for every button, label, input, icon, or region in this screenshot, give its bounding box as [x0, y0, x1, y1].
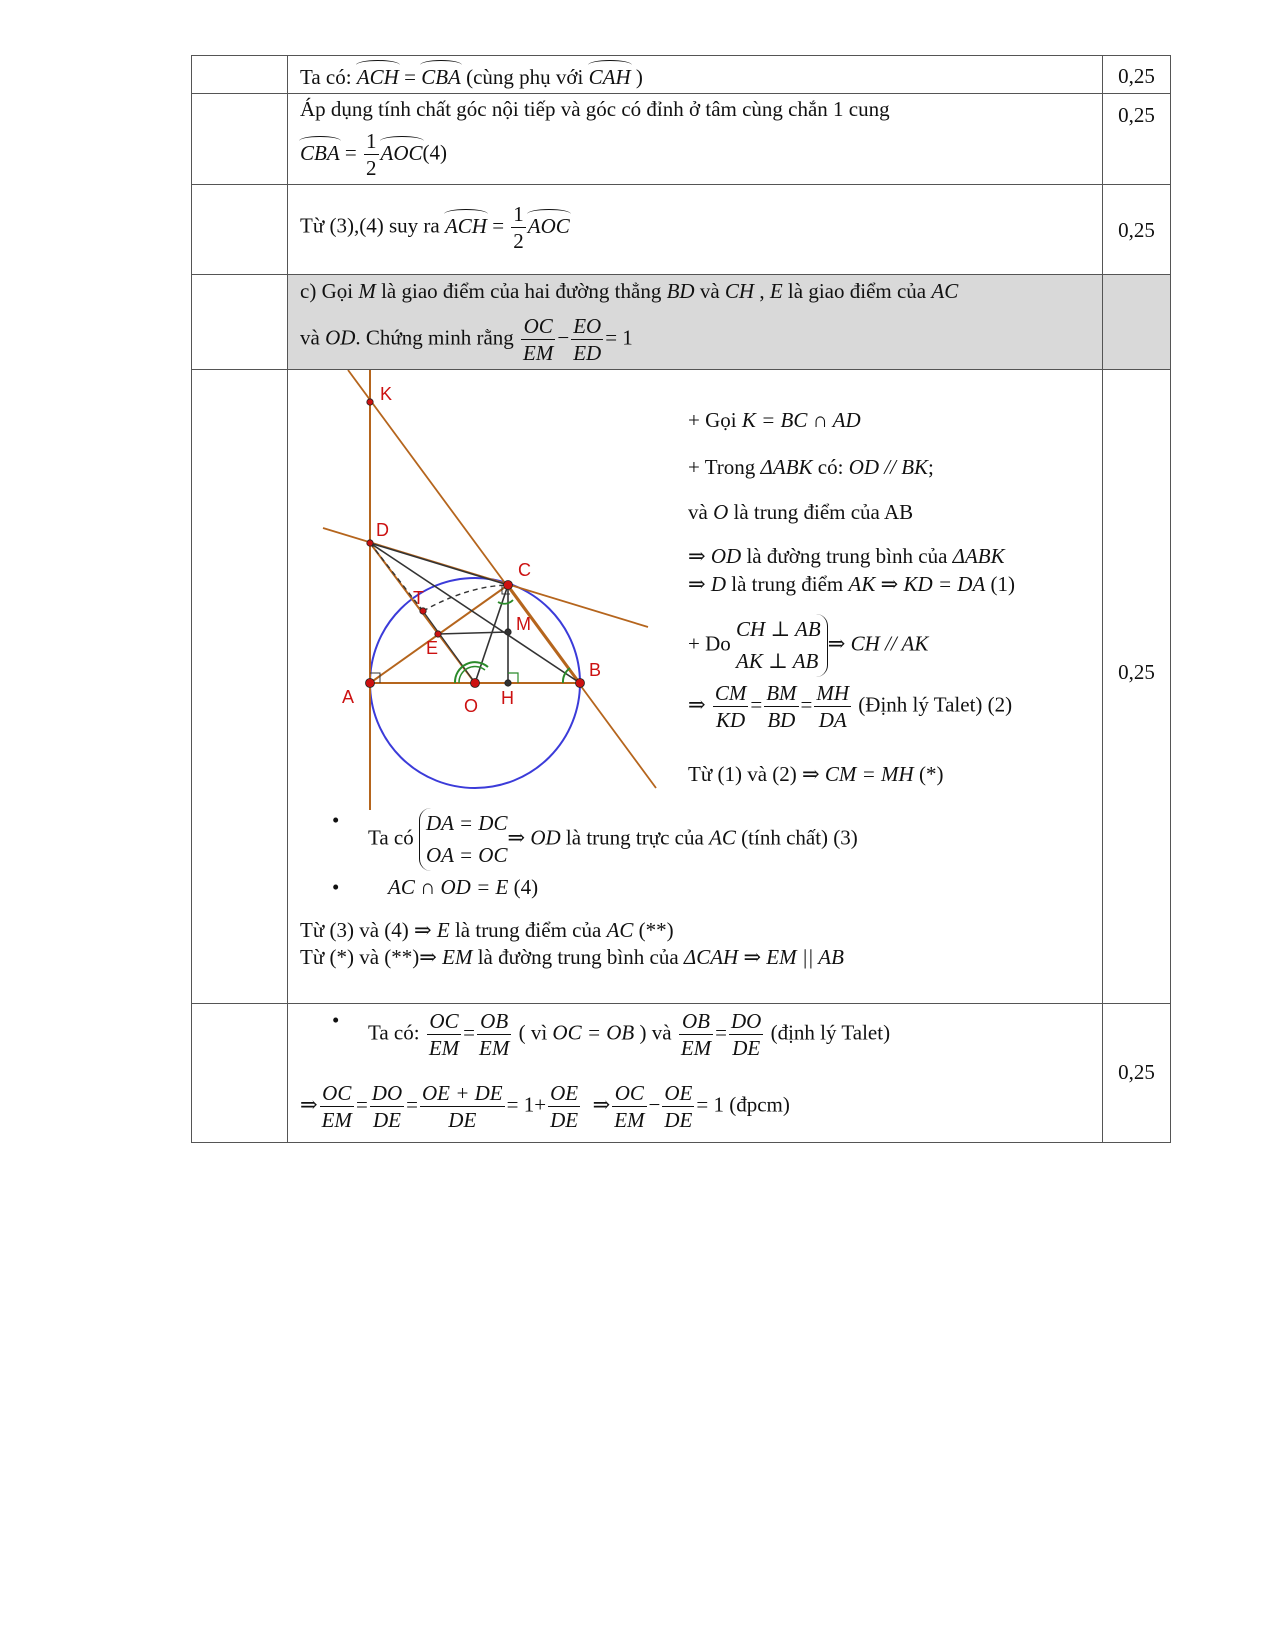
row4-empty-cell: [192, 275, 288, 370]
proof-l2a: + Trong: [688, 455, 761, 479]
final-j: = 1: [696, 1092, 724, 1117]
final-f3-num: OB: [679, 1008, 713, 1035]
row3-mid: suy ra: [383, 213, 445, 238]
row3-eq: =: [486, 213, 510, 238]
row6-score: 0,25: [1118, 1060, 1155, 1084]
row3-refs: (3),(4): [329, 213, 384, 238]
proof-l9e: (**): [633, 918, 674, 942]
talet-f2-den: BD: [767, 708, 796, 733]
final-content: Ta có: $\frac{OC}{EM}$ = $\frac{OB}{EM}$ ( vì OC = OB ) và $\frac{OB}{EM}$ = $\frac{DO}{DE}$ (định lý Talet) ⇒ $\frac{OC}{EM}$ = $\frac{DO}{DE}$ = $\frac{OE + DE}{DE}$ = 1+ $\frac{OE}{DE}$ ⇒ $\frac{OC}{EM}$ − $\frac{OE}{DE}$ = 1 (đpcm): [288, 1004, 1103, 1143]
proof-l4c: là đường trung bình của: [741, 544, 953, 568]
row3-prefix: Từ: [300, 213, 330, 238]
proof-b1e: là trung trực của: [560, 825, 710, 850]
segment-co: [475, 585, 508, 683]
proof-l9d: AC: [606, 918, 634, 942]
goal-eq1: = 1: [605, 325, 633, 350]
row1-score-cell: [1103, 56, 1171, 94]
final-d: ) và: [634, 1020, 677, 1045]
var-bd: BD: [666, 279, 695, 303]
var-od: OD: [325, 325, 356, 350]
final-c: OC = OB: [552, 1020, 635, 1045]
label-b: B: [589, 660, 602, 680]
talet-f3-den: DA: [818, 708, 847, 733]
goal-frac2-num: EO: [571, 313, 603, 340]
proof-l8b: ⇒ CM = MH: [802, 762, 914, 786]
segment-em: [438, 632, 508, 634]
final-g3-den: DE: [448, 1108, 477, 1133]
proof-b1b: DA = DC: [426, 811, 508, 835]
proof-l6d: ⇒ CH // AK: [827, 631, 929, 656]
final-f2-den: EM: [479, 1036, 510, 1061]
proof-l9a: Từ (3) và (4): [300, 918, 415, 942]
part-c-t4: là giao điểm của: [782, 279, 932, 303]
part-c-label: c) Gọi: [300, 279, 359, 303]
angle-cah: CAH: [588, 65, 631, 89]
part-c-t2: và: [694, 279, 725, 303]
row1-end: ): [630, 65, 643, 89]
final-i: ⇒: [592, 1092, 611, 1117]
proof-l4a: ⇒: [688, 544, 711, 568]
final-k: (đpcm): [723, 1092, 790, 1117]
angle-ach: ACH: [356, 65, 399, 89]
angle-aoc: AOC: [380, 140, 423, 165]
part-c-t5: và: [300, 325, 326, 350]
frac-half-den: 2: [366, 156, 377, 181]
label-e: E: [426, 638, 439, 658]
proof-l5a: ⇒: [688, 572, 711, 596]
label-a: A: [342, 687, 355, 707]
goal-frac1-den: EM: [523, 341, 554, 366]
talet-f2-num: BM: [764, 680, 798, 707]
label-t: T: [413, 588, 424, 608]
part-c-t1: là giao điểm của hai đường thẳng: [375, 279, 667, 303]
final-f4-den: DE: [732, 1036, 761, 1061]
final-g1-den: EM: [321, 1108, 352, 1133]
final-g6-den: DE: [664, 1108, 693, 1133]
proof-l10d: ΔCAH ⇒ EM || AB: [683, 945, 844, 969]
proof-l9b: ⇒ E: [414, 918, 450, 942]
final-g2-num: DO: [370, 1080, 404, 1107]
final-g1-num: OC: [320, 1080, 354, 1107]
proof-l10b: ⇒ EM: [419, 945, 473, 969]
final-f1-den: EM: [428, 1036, 460, 1061]
goal-frac2-den: ED: [573, 341, 602, 366]
proof-l2c: có:: [812, 455, 849, 479]
angle-cba: CBA: [421, 65, 461, 89]
proof-l1b: K = BC ∩ AD: [741, 408, 861, 432]
proof-l8a: Từ (1) và (2): [688, 762, 803, 786]
point-h: [505, 680, 511, 686]
proof-l5c: là trung điểm: [726, 572, 849, 596]
angle-arc-c: [498, 600, 513, 604]
row3-empty-cell: [192, 185, 288, 275]
final-f4-num: DO: [729, 1008, 763, 1035]
goal-minus: −: [557, 325, 570, 350]
row3-score-cell: [1103, 185, 1171, 275]
proof-l3b: O: [713, 500, 729, 524]
angle-cba-2: CBA: [300, 140, 340, 165]
proof-l4b: OD: [710, 544, 742, 568]
row2-content: [288, 94, 1103, 185]
row6-score-cell: [1103, 1004, 1171, 1143]
line-kb: [348, 370, 656, 788]
final-h: = 1+: [506, 1092, 547, 1117]
point-b: [576, 679, 585, 688]
proof-l1a: + Gọi: [688, 408, 742, 432]
proof-l2b: ΔABK: [760, 455, 813, 479]
point-k: [367, 399, 373, 405]
var-m: M: [358, 279, 376, 303]
row1-prefix: Ta có:: [300, 65, 357, 89]
label-o: O: [464, 696, 479, 716]
part-c-t6: . Chứng minh rằng: [355, 325, 520, 350]
final-a: Ta có:: [368, 1020, 425, 1045]
point-o: [471, 679, 480, 688]
proof-l7a: ⇒: [688, 692, 711, 717]
proof-l9c: là trung điểm của: [449, 918, 607, 942]
final-f3-den: EM: [680, 1036, 712, 1061]
proof-l7b: (Định lý Talet) (2): [853, 692, 1013, 717]
row6-empty-cell: [192, 1004, 288, 1143]
final-g3-num: OE + DE: [420, 1080, 505, 1107]
proof-l10a: Từ (*) và (**): [300, 945, 420, 969]
row2-text: Áp dụng tính chất góc nội tiếp và góc có đỉnh ở tâm cùng chắn 1 cung: [300, 97, 890, 121]
proof-b1c: OA = OC: [426, 842, 508, 867]
row4-score-cell: [1103, 275, 1171, 370]
row2-score-cell: [1103, 94, 1171, 185]
proof-l3a: và: [688, 500, 714, 524]
angle-aoc-3: AOC: [527, 213, 570, 238]
row2-score: 0,25: [1118, 103, 1155, 127]
row3-half-den: 2: [513, 229, 524, 254]
proof-l2-semicolon: ;: [928, 455, 934, 479]
proof-b1f: AC: [709, 825, 736, 850]
point-d: [367, 540, 373, 546]
row1-mid: (cùng phụ với: [466, 65, 589, 89]
segment-dc: [370, 543, 508, 585]
proof-l5e: (1): [985, 572, 1016, 596]
final-b: ( vì: [513, 1020, 553, 1045]
talet-f3-num: MH: [814, 680, 851, 707]
final-f2-num: OB: [477, 1008, 511, 1035]
talet-f1-den: KD: [716, 708, 746, 733]
proof-right: + Gọi K = BC ∩ AD + Trong ΔABK có: OD // BK; và O là trung điểm của AB ⇒ OD là đường trung bình của ΔABK ⇒ D là trung điểm AK ⇒ KD = DA (1) + Do CH ⊥ AB AK ⊥ AB ⇒ CH // AK ⇒ $\frac{CM}{KD}$ = $\frac{BM}{BD}$ = $\frac{MH}{DA}$ (Định lý Talet) (2) Từ (1) và (2) ⇒ CM = MH (*): [688, 408, 1016, 786]
final-g6-num: OE: [662, 1080, 694, 1107]
row1-content: [288, 56, 1103, 94]
row3-half-num: 1: [511, 201, 526, 228]
proof-l4d: ΔABK: [952, 544, 1005, 568]
label-k: K: [380, 384, 393, 404]
final-g5-den: EM: [614, 1108, 645, 1133]
label-h: H: [501, 688, 514, 708]
row1-eq: =: [398, 65, 422, 89]
proof-b1g: (tính chất) (3): [735, 825, 858, 850]
proof-b1a: Ta có: [368, 825, 420, 850]
proof-l5b: D: [710, 572, 727, 596]
var-ch: CH: [724, 279, 755, 303]
geometry-figure: [318, 370, 698, 830]
label-d: D: [376, 520, 389, 540]
row1-empty-cell: [192, 56, 288, 94]
row2-tag: (4): [422, 140, 448, 165]
final-e: (định lý Talet): [765, 1020, 891, 1045]
final-g2-den: DE: [372, 1108, 401, 1133]
final-f1-num: OC: [427, 1008, 461, 1035]
proof-l6a: + Do: [688, 631, 737, 656]
solution-table: [191, 55, 1171, 1143]
proof-b2b: (4): [508, 875, 539, 899]
row3-content: [288, 185, 1103, 275]
final-g4-num: OE: [548, 1080, 580, 1107]
final-g: ⇒: [300, 1092, 318, 1117]
label-c: C: [518, 560, 531, 580]
row3-score: 0,25: [1118, 218, 1155, 242]
goal-frac1-num: OC: [521, 313, 555, 340]
proof-l10c: là đường trung bình của: [472, 945, 684, 969]
proof-content: [288, 370, 1103, 1004]
proof-l8c: (*): [913, 762, 944, 786]
label-m: M: [516, 614, 531, 634]
angle-ach-3: ACH: [444, 213, 487, 238]
row2-eq: =: [339, 140, 363, 165]
talet-f1-num: CM: [713, 680, 749, 707]
part-c-statement: [288, 275, 1103, 370]
row2-empty-cell: [192, 94, 288, 185]
var-ac: AC: [931, 279, 959, 303]
row5-score: 0,25: [1118, 660, 1155, 684]
part-c-t3: ,: [754, 279, 770, 303]
proof-l3c: là trung điểm của AB: [728, 500, 914, 524]
final-g4-den: DE: [550, 1108, 579, 1133]
proof-l6b: CH ⊥ AB: [736, 617, 821, 641]
point-a: [366, 679, 375, 688]
point-m: [505, 629, 511, 635]
row1-score: 0,25: [1118, 64, 1155, 88]
proof-b1d: ⇒ OD: [507, 825, 561, 850]
proof-l2d: OD // BK: [848, 455, 929, 479]
final-g5-num: OC: [612, 1080, 646, 1107]
proof-l6c: AK ⊥ AB: [736, 648, 819, 673]
row5-empty-cell: [192, 370, 288, 1004]
point-t: [420, 608, 426, 614]
point-c: [504, 581, 513, 590]
frac-half-num: 1: [364, 128, 379, 155]
proof-b2a: AC ∩ OD = E: [388, 875, 509, 899]
var-e: E: [769, 279, 783, 303]
proof-l5d: AK ⇒ KD = DA: [848, 572, 986, 596]
point-e: [435, 631, 441, 637]
